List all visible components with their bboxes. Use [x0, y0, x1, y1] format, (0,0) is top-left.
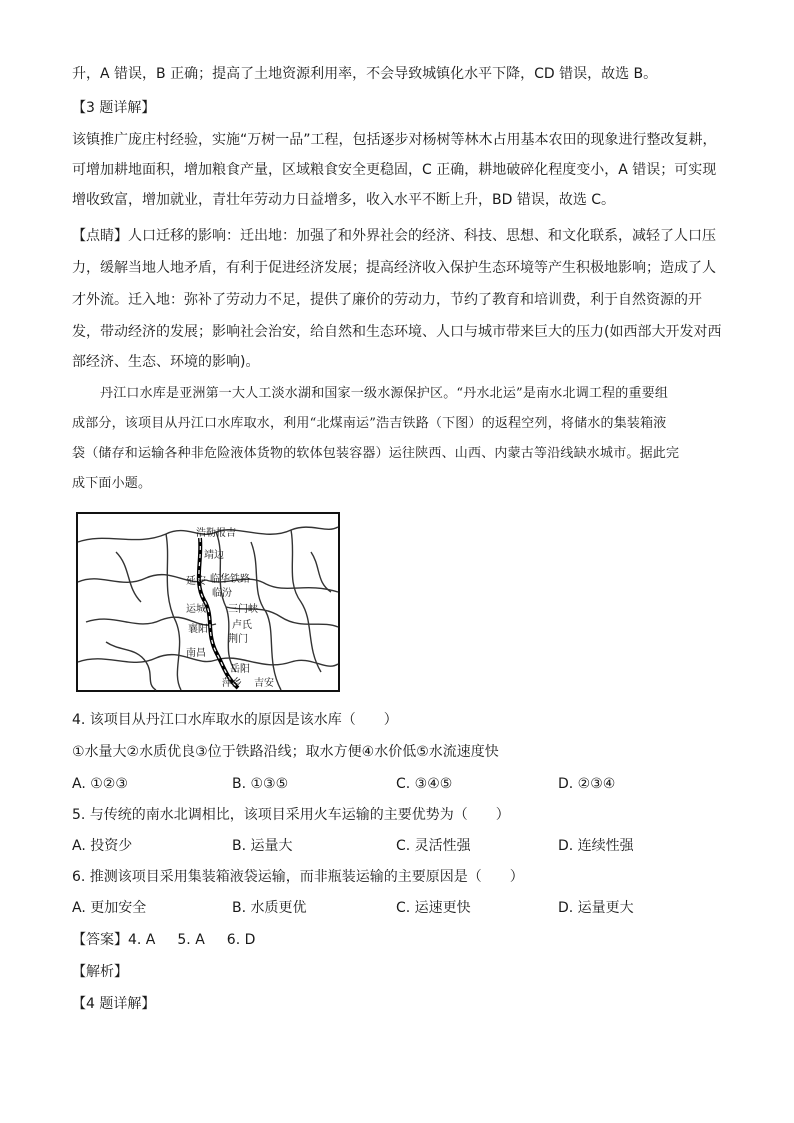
label-jian: 吉安 — [254, 678, 274, 689]
label-haolebaoji: 浩勒报吉 — [196, 528, 236, 539]
answer-5: 5. A — [177, 932, 205, 948]
label-lushi: 卢氏 — [232, 620, 252, 631]
option-b: B. 运量大 — [232, 838, 293, 854]
question-4: 4. 该项目从丹江口水库取水的原因是该水库（ ） — [72, 712, 398, 728]
section-heading-q4: 【4 题详解】 — [72, 996, 156, 1012]
question-5: 5. 与传统的南水北调相比，该项目采用火车运输的主要优势为（ ） — [72, 807, 510, 823]
material-line: 成下面小题。 — [72, 476, 152, 491]
answer-label: 【答案】 — [72, 932, 128, 948]
label-sanmenxia: 三门峡 — [228, 604, 258, 615]
option-a: A. 投资少 — [72, 838, 133, 854]
label-yanan: 延安 — [186, 576, 206, 587]
option-d: D. 运量更大 — [558, 900, 634, 916]
option-d: D. ②③④ — [558, 776, 616, 792]
label-yueyang: 岳阳 — [230, 664, 250, 675]
option-b: B. ①③⑤ — [232, 776, 289, 792]
paragraph-line: 升，A 错误，B 正确；提高了土地资源利用率，不会导致城镇化水平下降，CD 错误，故选 B。 — [72, 66, 658, 82]
label-yuncheng: 运城 — [186, 604, 206, 615]
label-pingxiang: 萍乡 — [222, 678, 242, 689]
tip-line: 部经济、生态、环境的影响)。 — [72, 354, 260, 370]
section-heading-q3: 【3 题详解】 — [72, 100, 156, 116]
material-line: 丹江口水库是亚洲第一大人工淡水湖和国家一级水源保护区。“丹水北运”是南水北调工程的重要组 — [100, 386, 669, 401]
label-xiangyang: 襄阳 — [188, 624, 208, 635]
label-jingmen: 荆门 — [228, 634, 248, 645]
label-nanchang: 南昌 — [186, 648, 206, 659]
answer-4: 4. A — [128, 932, 156, 948]
option-c: C. 运速更快 — [396, 900, 471, 916]
option-c: C. 灵活性强 — [396, 838, 471, 854]
option-a: A. ①②③ — [72, 776, 128, 792]
question-6: 6. 推测该项目采用集装箱液袋运输，而非瓶装运输的主要原因是（ ） — [72, 869, 524, 885]
label-linfen: 临汾 — [212, 588, 232, 599]
railway-map — [76, 512, 340, 692]
option-d: D. 连续性强 — [558, 838, 634, 854]
tip-line: 发，带动经济的发展；影响社会治安，给自然和生态环境、人口与城市带来巨大的压力(如西部大开发对西 — [72, 324, 722, 340]
material-line: 成部分，该项目从丹江口水库取水，利用“北煤南运”浩吉铁路（下图）的返程空列，将储水的集装箱液 — [72, 416, 667, 431]
paragraph-line: 增收致富，增加就业，青壮年劳动力日益增多，收入水平不断上升，BD 错误，故选 C。 — [72, 192, 616, 208]
option-c: C. ③④⑤ — [396, 776, 453, 792]
answer-line — [72, 930, 255, 950]
option-a: A. 更加安全 — [72, 900, 147, 916]
tip-line: 力，缓解当地人地矛盾，有利于促进经济发展；提高经济收入保护生态环境等产生积极地影响；造成了人 — [72, 260, 716, 276]
paragraph-line: 该镇推广庞庄村经验，实施“万树一品”工程，包括逐步对杨树等林木占用基本农田的现象进行整改复耕， — [72, 132, 717, 148]
tip-line: 才外流。迁入地：弥补了劳动力不足，提供了廉价的劳动力，节约了教育和培训费，利于自然资源的开 — [72, 292, 702, 308]
label-linhua-railway: 临华铁路 — [210, 574, 250, 585]
label-jingbian: 靖边 — [204, 550, 224, 561]
option-b: B. 水质更优 — [232, 900, 307, 916]
tip-line: 【点睛】人口迁移的影响：迁出地：加强了和外界社会的经济、科技、思想、和文化联系，减轻了人口压 — [72, 228, 716, 244]
paragraph-line: 可增加耕地面积，增加粮食产量，区域粮食安全更稳固，C 正确，耕地破碎化程度变小，A 错误；可实现 — [72, 162, 717, 178]
answer-6: 6. D — [226, 932, 256, 948]
analysis-heading: 【解析】 — [72, 964, 128, 980]
question-4-stem: ①水量大②水质优良③位于铁路沿线；取水方便④水价低⑤水流速度快 — [72, 744, 499, 760]
material-line: 袋（储存和运输各种非危险液体货物的软体包装容器）运往陕西、山西、内蒙古等沿线缺水城市。据此完 — [72, 446, 680, 461]
